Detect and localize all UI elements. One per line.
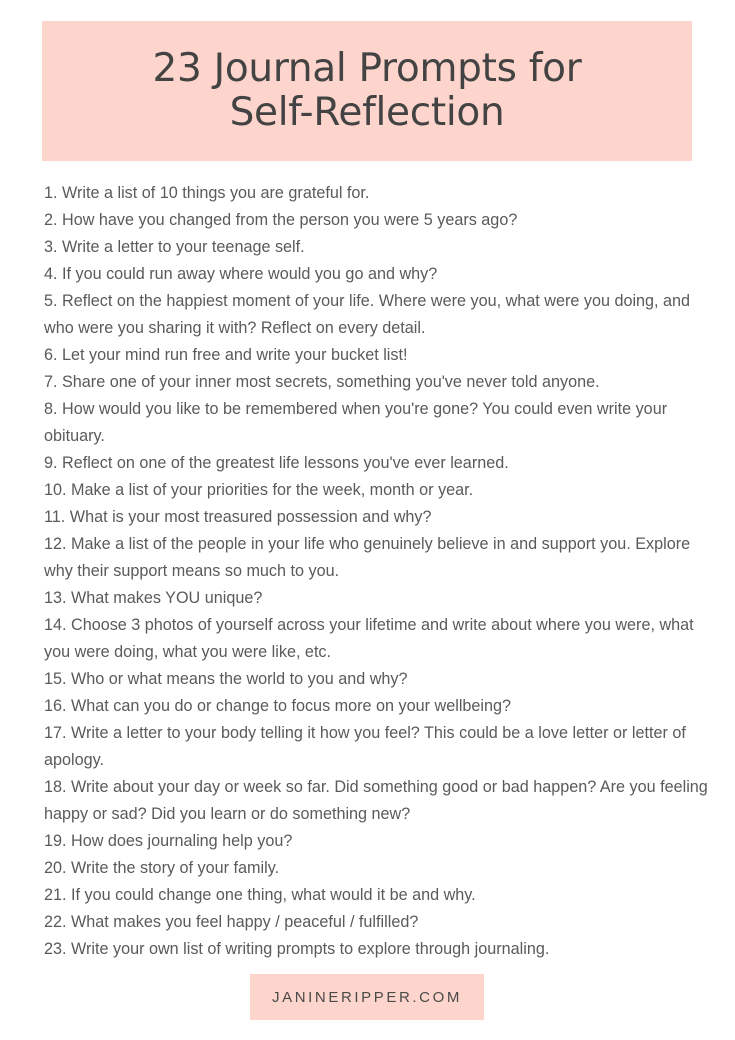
prompt-item-17: 17. Write a letter to your body telling it how you feel? This could be a love letter or letter of apology.: [44, 724, 686, 769]
prompt-item-10: 10. Make a list of your priorities for the week, month or year.: [44, 481, 474, 499]
prompt-item-1: 1. Write a list of 10 things you are grateful for.: [44, 184, 370, 202]
prompt-list: [44, 180, 716, 963]
prompt-item-4: 4. If you could run away where would you go and why?: [44, 265, 438, 283]
prompt-item-19: 19. How does journaling help you?: [44, 832, 293, 850]
prompt-item-22: 22. What makes you feel happy / peaceful / fulfilled?: [44, 913, 419, 931]
title-banner: [42, 21, 692, 161]
prompt-item-3: 3. Write a letter to your teenage self.: [44, 238, 305, 256]
prompt-item-20: 20. Write the story of your family.: [44, 859, 280, 877]
prompt-item-13: 13. What makes YOU unique?: [44, 589, 263, 607]
prompt-item-12: 12. Make a list of the people in your life who genuinely believe in and support you. Explore why their support means so much to you.: [44, 535, 691, 580]
prompt-item-23: 23. Write your own list of writing prompts to explore through journaling.: [44, 940, 550, 958]
prompt-item-9: 9. Reflect on one of the greatest life lessons you've ever learned.: [44, 454, 509, 472]
page-title: [153, 47, 582, 135]
prompt-item-5: 5. Reflect on the happiest moment of your life. Where were you, what were you doing, and who were you sharing it with? Reflect on every detail.: [44, 292, 691, 337]
prompt-item-8: 8. How would you like to be remembered when you're gone? You could even write your obituary.: [44, 400, 668, 445]
prompt-item-7: 7. Share one of your inner most secrets, something you've never told anyone.: [44, 373, 600, 391]
prompt-item-2: 2. How have you changed from the person you were 5 years ago?: [44, 211, 518, 229]
prompt-item-11: 11. What is your most treasured possession and why?: [44, 508, 432, 526]
prompt-item-14: 14. Choose 3 photos of yourself across your lifetime and write about where you were, what you were doing, what you were like, etc.: [44, 616, 694, 661]
title-line-1: 23 Journal Prompts for: [152, 46, 582, 91]
title-line-2: Self-Reflection: [229, 90, 505, 135]
prompt-item-18: 18. Write about your day or week so far. Did something good or bad happen? Are you feeling happy or sad? Did you learn or do something new?: [44, 778, 708, 823]
prompt-item-15: 15. Who or what means the world to you and why?: [44, 670, 408, 688]
prompt-item-6: 6. Let your mind run free and write your bucket list!: [44, 346, 408, 364]
footer-badge: [250, 974, 484, 1020]
prompt-item-21: 21. If you could change one thing, what would it be and why.: [44, 886, 476, 904]
prompt-item-16: 16. What can you do or change to focus more on your wellbeing?: [44, 697, 512, 715]
site-url: JANINERIPPER.COM: [272, 988, 462, 1006]
